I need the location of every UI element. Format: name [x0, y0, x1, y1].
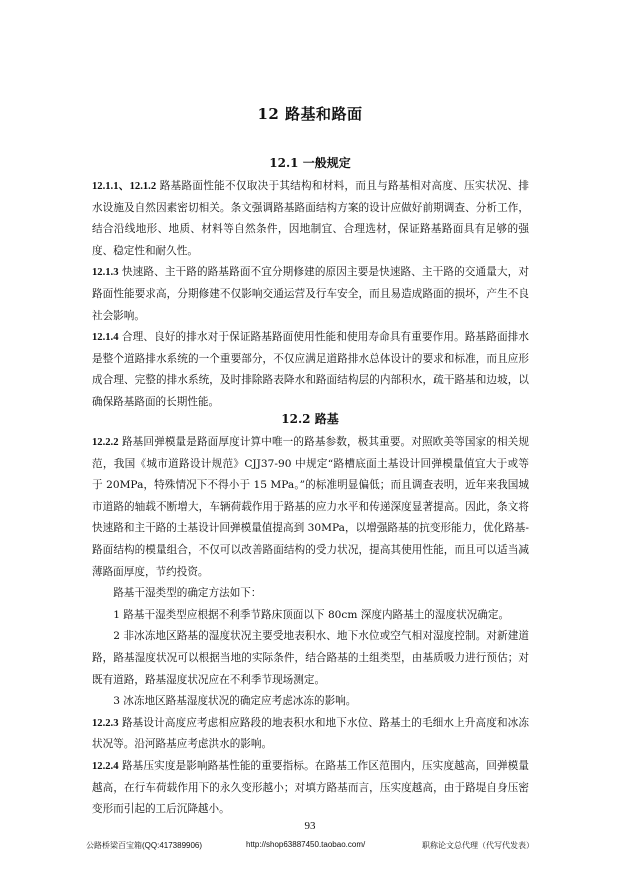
footer-url: http://shop63887450.taobao.com/ [246, 840, 366, 849]
section-title: 12.1 一般规定 [269, 156, 351, 170]
clause-paragraph [92, 432, 529, 583]
clause-paragraph [92, 756, 529, 821]
clause-text: 路基路面性能不仅取决于其结构和材料，而且与路基相对高度、压实状况、排水设施及自然因素密切相关。条文强调路基路面结构方案的设计应做好前期调查、分析工作，结合沿线地形、地质、材料等自然条件，因地制宜、合理选材，保证路基路面具有足够的强度、稳定性和耐久性。 [92, 180, 530, 257]
page-number: 93 [304, 820, 316, 832]
list-item: 2 非冰冻地区路基的湿度状况主要受地表积水、地下水位或空气相对湿度控制。对新建道路，路基湿度状况可以根据当地的实际条件，结合路基的土组类型，由基质吸力进行预估；对既有道路，路基湿度状况应在不利季节现场测定。 [92, 630, 529, 686]
footer-right-text: 职称论文总代理（代写代发表） [422, 841, 534, 850]
section-body [92, 176, 529, 414]
clause-text: 快速路、主干路的路基路面不宜分期修建的原因主要是快速路、主干路的交通量大，对路面性能要求高，分期修建不仅影响交通运营及行车安全，而且易造成路面的损坏，产生不良社会影响。 [92, 266, 529, 322]
clause-number: 12.1.3 [92, 267, 119, 279]
list-item: 1 路基干湿类型应根据不利季节路床顶面以下 80cm 深度内路基土的湿度状况确定。 [113, 608, 510, 621]
clause-text: 合理、良好的排水对于保证路基路面使用性能和使用寿命具有重要作用。路基路面排水是整个道路排水系统的一个重要部分，不仅应满足道路排水总体设计的要求和标准，而且应形成合理、完整的排水系统，及时排除路表降水和路面结构层的内部积水，疏干路基和边坡，以确保路基路面的长期性能。 [92, 331, 529, 408]
chapter-title: 12 路基和路面 [257, 105, 363, 123]
clause-number: 12.2.4 [92, 760, 119, 772]
clause-paragraph [92, 176, 529, 262]
footer-left-text: 公路桥梁百宝箱(QQ:417389906) [86, 841, 203, 850]
clause-number: 12.2.2 [92, 437, 119, 448]
clause-number: 12.2.3 [92, 717, 119, 729]
clause-text: 路基压实度是影响路基性能的重要指标。在路基工作区范围内，压实度越高，回弹模量越高，在行车荷载作用下的永久变形越小；对填方路基而言，压实度越高，由于路堤自身压密变形而引起的工后沉降越小。 [92, 759, 529, 816]
clause-number: 12.1.1、12.1.2 [92, 181, 157, 192]
clause-paragraph [92, 327, 529, 413]
section-title: 12.2 路基 [281, 412, 339, 426]
clause-paragraph [92, 262, 529, 327]
clause-text: 路基设计高度应考虑相应路段的地表积水和地下水位、路基土的毛细水上升高度和冰冻状况等。沿河路基应考虑洪水的影响。 [92, 716, 529, 751]
section-body [92, 432, 529, 821]
list-item: 3 冰冻地区路基湿度状况的确定应考虑冰冻的影响。 [113, 695, 357, 708]
body-paragraph: 路基干湿类型的确定方法如下： [113, 587, 262, 600]
clause-paragraph [92, 713, 529, 756]
clause-text: 路基回弹模量是路面厚度计算中唯一的路基参数，极其重要。对照欧美等国家的相关规范，我国《城市道路设计规范》CJJ37-90 中规定“路槽底面土基设计回弹模量值宜大于或等于 20MPa，特殊情况下不得小于 15 MPa。”的标准明显偏低；而且调查表明，近年来我国城市道路的轴载不断增大，车辆荷载作用于路基的应力水平和传递深度显著提高。因此，条文将快速路和主干路的土基设计回弹模量值提高到 30MPa，以增强路基的抗变形能力，优化路基-路面结构的模量组合，不仅可以改善路面结构的受力状况，提高其使用性能，而且可以适当减薄路面厚度，节约投资。 [92, 436, 529, 578]
clause-number: 12.1.4 [92, 332, 119, 344]
